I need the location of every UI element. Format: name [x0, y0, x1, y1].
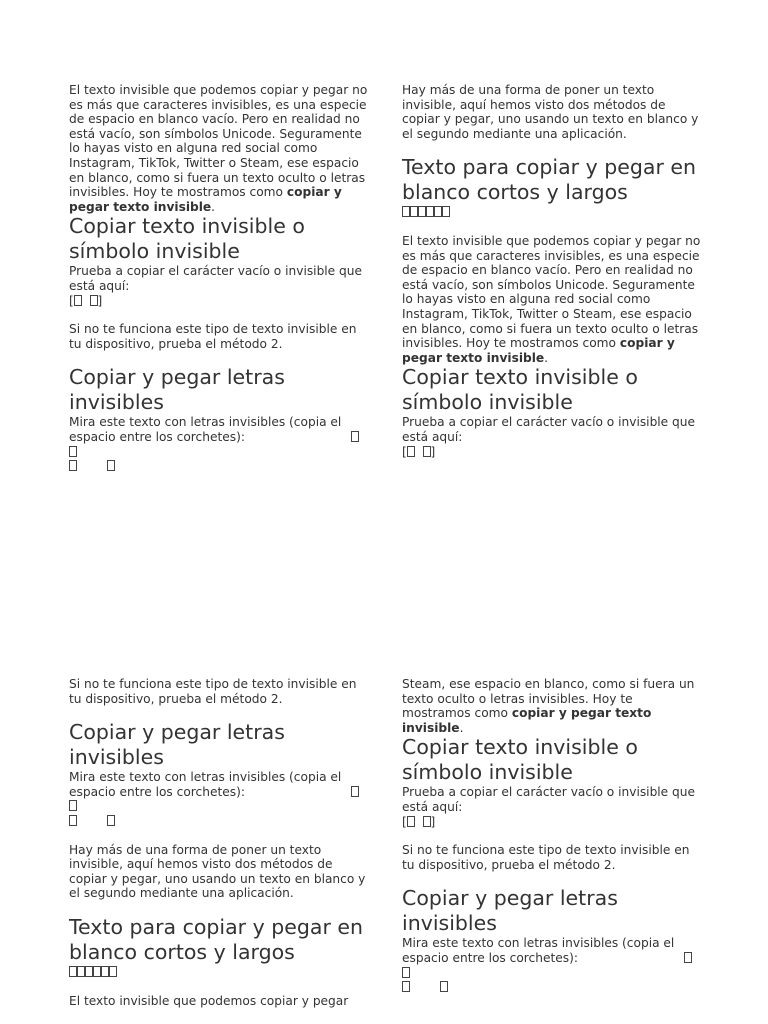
heading-copiar-texto-invisible: Copiar texto invisible o símbolo invisible — [402, 365, 638, 415]
prueba-text: Prueba a copiar el carácter vacío o invisible que está aquí: — [69, 264, 363, 293]
box-glyph-icon — [684, 952, 692, 963]
method2-text: Si no te funciona este tipo de texto invisible en tu dispositivo, prueba el método 2. — [69, 322, 357, 351]
more-ways-text: Hay más de una forma de poner un texto invisible, aquí hemos visto dos métodos de copiar y pegar, uno usando un texto en blanco y el segundo mediante una aplicación. — [402, 83, 699, 141]
box-glyph-icon — [69, 815, 77, 826]
mira-text: Mira este texto con letras invisibles (copia el espacio entre los corchetes): — [402, 936, 702, 965]
mira-text: Mira este texto con letras invisibles (copia el espacio entre los corchetes): — [69, 770, 369, 799]
box-glyph-icon — [434, 206, 442, 217]
heading-copiar-pegar-letras: Copiar y pegar letras invisibles — [69, 365, 285, 415]
box-glyph-icon — [407, 446, 415, 457]
box-glyph-icon — [423, 816, 431, 827]
invisible-letters[interactable] — [69, 445, 369, 474]
box-glyph-icon — [69, 460, 77, 471]
heading-copiar-pegar-letras: Copiar y pegar letras invisibles — [402, 886, 618, 936]
box-glyph-icon — [410, 206, 418, 217]
method2-text: Si no te funciona este tipo de texto invisible en tu dispositivo, prueba el método 2. — [402, 843, 690, 872]
box-glyph-icon — [351, 431, 359, 442]
invisible-letters[interactable] — [69, 799, 369, 828]
box-glyph-icon — [69, 966, 77, 977]
box-glyph-icon — [93, 966, 101, 977]
invisible-char-bracket[interactable]: [ ] — [402, 814, 436, 829]
mira-text: Mira este texto con letras invisibles (copia el espacio entre los corchetes): — [69, 415, 369, 444]
prueba-text: Prueba a copiar el carácter vacío o invisible que está aquí: — [402, 785, 696, 814]
invisible-char-bracket[interactable]: [ ] — [402, 444, 436, 459]
box-glyph-icon — [351, 786, 359, 797]
box-glyph-row[interactable] — [69, 965, 369, 980]
box-glyph-icon — [107, 460, 115, 471]
method2-text: Si no te funciona este tipo de texto invisible en tu dispositivo, prueba el método 2. — [69, 677, 357, 706]
box-glyph-icon — [85, 966, 93, 977]
box-glyph-icon — [69, 446, 77, 457]
box-glyph-icon — [442, 206, 450, 217]
column-bottom-left — [69, 677, 369, 1008]
box-glyph-icon — [402, 967, 410, 978]
intro-paragraph: El texto invisible que podemos copiar y pegar no es más que caracteres invisibles, es una especie de espacio en blanco vacío. Pero en realidad no está vacío, son símbolos Unicode. Seguramente lo hayas visto en alguna red social como Instagram, TikTok, Twitter o Steam, ese espacio en blanco, como si fuera un texto oculto o letras invisibles. Hoy te mostramos como copiar y pegar texto invisible. — [402, 233, 701, 365]
box-glyph-row[interactable] — [402, 205, 702, 220]
box-glyph-icon — [101, 966, 109, 977]
box-glyph-icon — [109, 966, 117, 977]
more-ways-text: Hay más de una forma de poner un texto invisible, aquí hemos visto dos métodos de copiar y pegar, uno usando un texto en blanco y el segundo mediante una aplicación. — [69, 842, 366, 901]
box-glyph-icon — [440, 981, 448, 992]
invisible-letters[interactable] — [402, 966, 702, 995]
intro-tail-paragraph: Steam, ese espacio en blanco, como si fuera un texto oculto o letras invisibles. Hoy te mostramos como copiar y pegar texto invisible. — [402, 677, 695, 735]
heading-texto-copiar-pegar-blanco: Texto para copiar y pegar en blanco cortos y largos — [402, 155, 697, 205]
heading-copiar-texto-invisible: Copiar texto invisible o símbolo invisible — [402, 735, 638, 785]
box-glyph-icon — [407, 816, 415, 827]
box-glyph-icon — [74, 295, 82, 306]
box-glyph-icon — [426, 206, 434, 217]
box-glyph-icon — [423, 446, 431, 457]
tail-text: El texto invisible que podemos copiar y pegar — [69, 993, 349, 1008]
column-top-right — [402, 83, 702, 459]
intro-paragraph: El texto invisible que podemos copiar y pegar no es más que caracteres invisibles, es una especie de espacio en blanco vacío. Pero en realidad no está vacío, son símbolos Unicode. Seguramente lo hayas visto en alguna red social como Instagram, TikTok, Twitter o Steam, ese espacio en blanco, como si fuera un texto oculto o letras invisibles. Hoy te mostramos como copiar y pegar texto invisible. — [69, 83, 368, 214]
box-glyph-icon — [402, 981, 410, 992]
column-top-left — [69, 83, 369, 474]
column-bottom-right — [402, 677, 702, 995]
box-glyph-icon — [418, 206, 426, 217]
box-glyph-icon — [90, 295, 98, 306]
box-glyph-icon — [69, 800, 77, 811]
prueba-text: Prueba a copiar el carácter vacío o invisible que está aquí: — [402, 415, 696, 444]
box-glyph-icon — [107, 815, 115, 826]
heading-texto-copiar-pegar-blanco: Texto para copiar y pegar en blanco cortos y largos — [69, 914, 364, 964]
heading-copiar-texto-invisible: Copiar texto invisible o símbolo invisible — [69, 214, 305, 264]
box-glyph-icon — [77, 966, 85, 977]
box-glyph-icon — [402, 206, 410, 217]
invisible-char-bracket[interactable]: [ ] — [69, 293, 103, 308]
heading-copiar-pegar-letras: Copiar y pegar letras invisibles — [69, 720, 285, 770]
